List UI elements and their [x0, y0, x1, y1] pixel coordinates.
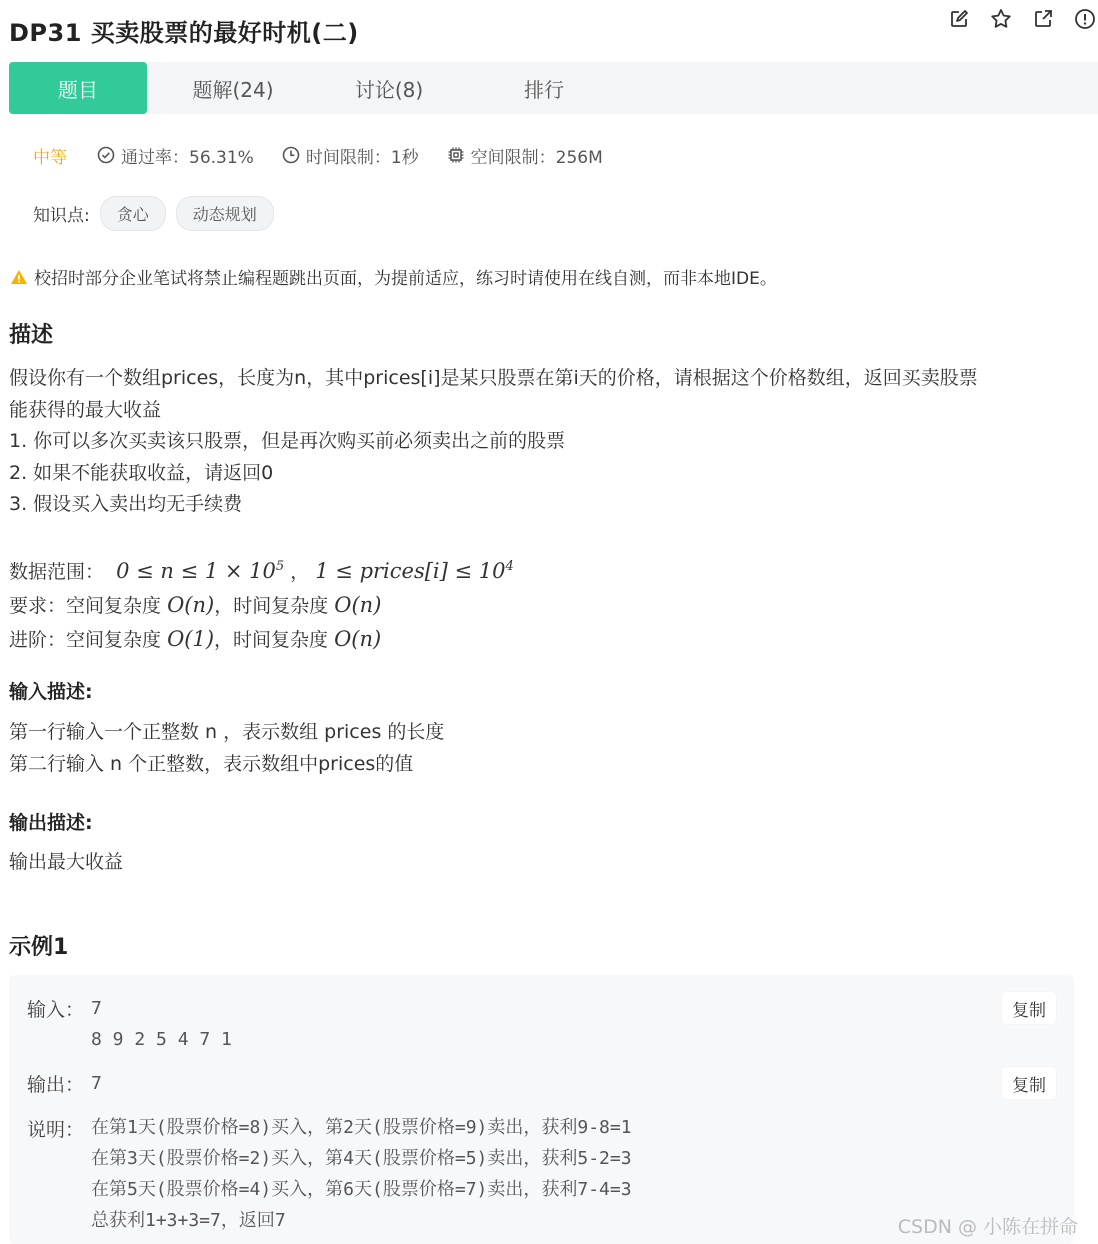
edit-icon[interactable]: [948, 8, 970, 30]
data-range-label: 数据范围：: [9, 561, 105, 583]
copy-input-button[interactable]: 复制: [1002, 992, 1056, 1024]
time-limit: [282, 143, 419, 168]
input-desc-body: [9, 717, 1079, 780]
range-exponent: 5: [275, 559, 285, 574]
chip-icon: [447, 146, 465, 164]
problem-title: DP31 买卖股票的最好时机(二): [9, 18, 359, 47]
external-link-icon[interactable]: [1032, 8, 1054, 30]
tag-dynamic-programming[interactable]: 动态规划: [176, 196, 274, 231]
knowledge-label: 知识点:: [33, 206, 90, 226]
report-icon[interactable]: [1074, 8, 1096, 30]
difficulty-badge: 中等: [33, 147, 67, 168]
advanced-space: O(1): [167, 627, 215, 651]
requirement-space: O(n): [167, 593, 215, 617]
pass-rate: [97, 143, 254, 168]
output-desc-body: [9, 847, 1079, 879]
requirement-label: 要求：空间复杂度: [9, 595, 162, 617]
example-output-value: 7: [91, 1073, 102, 1094]
input-desc-line: 第一行输入一个正整数 n ，表示数组 prices 的长度: [9, 721, 445, 743]
check-circle-icon: [97, 146, 115, 164]
star-icon[interactable]: [990, 8, 1012, 30]
advanced-mid: ，时间复杂度: [214, 629, 329, 651]
description-line: 能获得的最大收益: [9, 398, 162, 421]
tab-bar: [9, 62, 1098, 114]
advanced: [9, 623, 1079, 657]
space-limit: [447, 143, 603, 168]
knowledge-points: [33, 196, 274, 231]
constraints: [9, 550, 1079, 657]
requirement-mid: ，时间复杂度: [214, 595, 329, 617]
time-limit-text: 时间限制：1秒: [305, 147, 419, 168]
input-desc-title: 输入描述:: [9, 681, 93, 703]
input-desc-line: 第二行输入 n 个正整数，表示数组中prices的值: [9, 752, 414, 775]
title-actions: [948, 8, 1096, 30]
description-line: 1. 你可以多次买卖该只股票，但是再次购买前必须卖出之前的股票: [9, 430, 566, 452]
clock-icon: [282, 146, 300, 164]
space-limit-text: 空间限制：256M: [470, 147, 603, 168]
advanced-label: 进阶：空间复杂度: [9, 629, 162, 651]
range-expr-2: 1 ≤ prices[i] ≤ 10: [315, 559, 506, 583]
tag-greedy[interactable]: 贪心: [100, 196, 166, 231]
header: [9, 8, 1094, 52]
data-range-math: [116, 559, 284, 583]
warning-notice: [10, 264, 777, 289]
tab-solutions[interactable]: 题解(24): [192, 77, 274, 102]
range-expr: 0 ≤ n ≤ 1 × 10: [116, 559, 276, 583]
example-box: [9, 975, 1074, 1244]
requirement: [9, 589, 1079, 623]
tab-discussion[interactable]: 讨论(8): [354, 77, 424, 102]
data-range: [9, 550, 1079, 589]
range-exponent-2: 4: [505, 559, 514, 574]
example-explain-value: 在第1天(股票价格=8)买入，第2天(股票价格=9)卖出，获利9-8=1 在第3天(股票价格=2)买入，第4天(股票价格=5)卖出，获利5-2=3 在第5天(股票价格=4)买入，第6天(股票价格=7)卖出，获利7-4=3 总获利1+3+3=7，返回7: [91, 1117, 632, 1231]
description-title: 描述: [9, 323, 54, 348]
requirement-time: O(n): [334, 593, 382, 617]
description-line: 3. 假设买入卖出均无手续费: [9, 493, 243, 515]
example-output-label: 输出：: [27, 1074, 85, 1096]
warning-icon: [10, 269, 28, 285]
problem-meta: [33, 140, 631, 170]
tab-problem[interactable]: 题目: [9, 62, 147, 114]
watermark: CSDN @ 小陈在拼命: [897, 1216, 1078, 1238]
copy-output-button[interactable]: 复制: [1002, 1067, 1056, 1099]
advanced-time: O(n): [334, 627, 382, 651]
description-line: 2. 如果不能获取收益，请返回0: [9, 461, 274, 484]
tab-ranking[interactable]: 排行: [524, 77, 564, 102]
example-title: 示例1: [9, 935, 69, 960]
warning-text: 校招时部分企业笔试将禁止编程题跳出页面，为提前适应，练习时请使用在线自测，而非本地IDE。: [34, 269, 777, 289]
description-body: [9, 363, 1079, 521]
output-desc-line: 输出最大收益: [9, 851, 124, 873]
pass-rate-text: 通过率：56.31%: [121, 147, 254, 168]
range-separator: ，: [290, 561, 310, 583]
example-explain-label: 说明：: [27, 1119, 85, 1141]
output-desc-title: 输出描述:: [9, 812, 93, 834]
example-input-value: 7 8 9 2 5 4 7 1: [91, 998, 232, 1050]
data-range-math-2: [315, 559, 514, 583]
example-input-label: 输入：: [27, 999, 85, 1021]
description-line: 假设你有一个数组prices，长度为n，其中prices[i]是某只股票在第i天的价格，请根据这个价格数组，返回买卖股票: [9, 367, 978, 389]
